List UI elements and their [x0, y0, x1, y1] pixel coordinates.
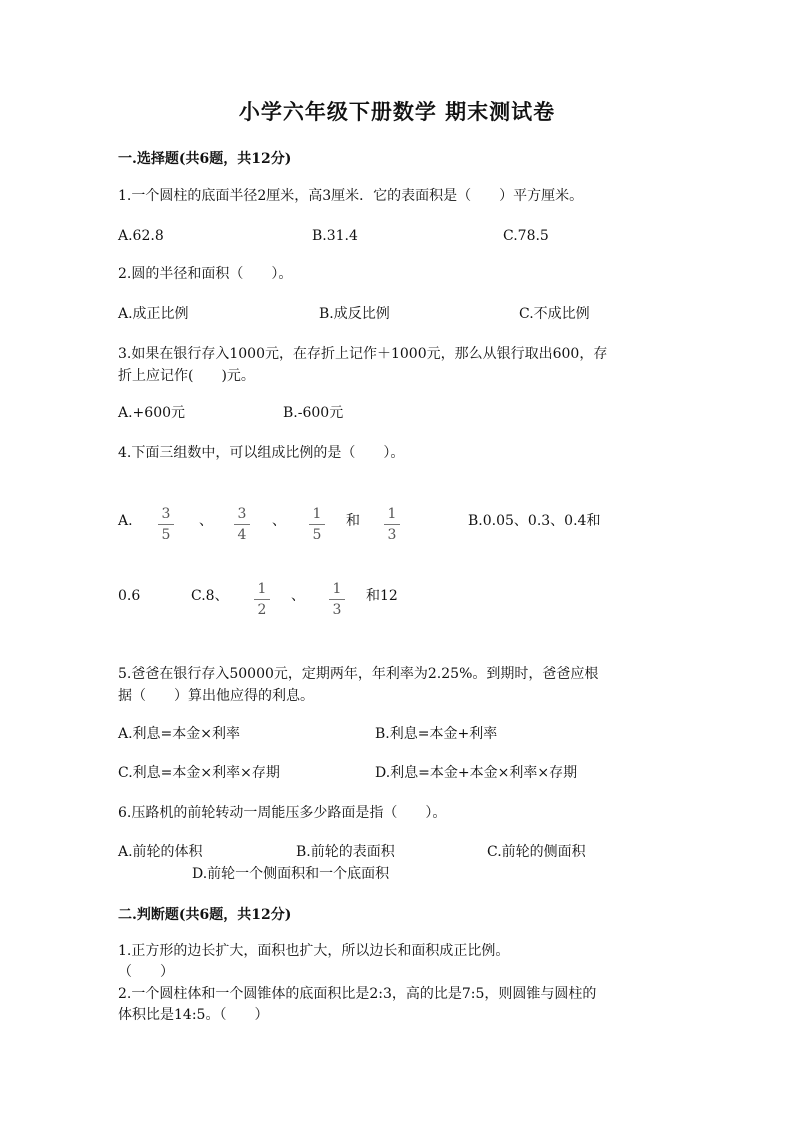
fraction-denominator: 4 — [237, 527, 247, 543]
question-5-option-d: D.利息=本金+本金×利率×存期 — [375, 765, 578, 781]
question-4-option-b-continued: 0.6 — [118, 588, 141, 604]
question-3-option-a: A.+600元 — [118, 405, 186, 421]
and-word: 和 — [346, 513, 360, 529]
fraction-denominator: 5 — [161, 527, 171, 543]
question-4-option-b: B.0.05、0.3、0.4和 — [468, 513, 601, 529]
fraction-c2 — [326, 581, 348, 618]
question-3-option-b: B.-600元 — [283, 405, 344, 421]
judgement-1-line-1: 1.正方形的边长扩大，面积也扩大，所以边长和面积成正比例。 — [118, 943, 510, 959]
judgement-2-line-2: 体积比是14:5。（ ） — [118, 1007, 269, 1023]
fraction-bar — [384, 524, 400, 525]
fraction-a4 — [381, 506, 403, 543]
judgement-2-line-1: 2.一个圆柱体和一个圆锥体的底面积比是2:3，高的比是7:5，则圆锥与圆柱的 — [118, 986, 597, 1002]
judgement-1-line-2: （ ） — [118, 964, 174, 980]
fraction-numerator: 1 — [257, 581, 267, 597]
question-2-text: 2.圆的半径和面积（ ）。 — [118, 266, 293, 282]
fraction-a3 — [306, 506, 328, 543]
question-4-text: 4.下面三组数中，可以组成比例的是（ ）。 — [118, 445, 405, 461]
question-1-option-a: A.62.8 — [118, 228, 164, 244]
fraction-bar — [158, 524, 174, 525]
separator: 、 — [199, 513, 213, 529]
section-heading-judgement: 二.判断题(共6题，共12分) — [118, 907, 292, 923]
question-5-line-1: 5.爸爸在银行存入50000元，定期两年，年利率为2.25%。到期时，爸爸应根 — [118, 666, 599, 682]
fraction-bar — [329, 599, 345, 600]
question-1-option-b: B.31.4 — [312, 228, 358, 244]
fraction-denominator: 2 — [257, 602, 267, 618]
section-heading-choice: 一.选择题(共6题，共12分) — [118, 151, 292, 167]
fraction-bar — [309, 524, 325, 525]
fraction-a1 — [155, 506, 177, 543]
question-5-line-2: 据（ ）算出他应得的利息。 — [118, 688, 314, 704]
fraction-c1 — [251, 581, 273, 618]
question-3-line-2: 折上应记作( )元。 — [118, 368, 255, 384]
fraction-numerator: 1 — [387, 506, 397, 522]
question-4-option-c-label: C.8、 — [191, 588, 229, 604]
question-6-option-c: C.前轮的侧面积 — [487, 844, 586, 860]
question-6-text: 6.压路机的前轮转动一周能压多少路面是指（ ）。 — [118, 805, 447, 821]
question-6-option-d: D.前轮一个侧面积和一个底面积 — [192, 866, 390, 882]
fraction-numerator: 1 — [312, 506, 322, 522]
question-6-option-a: A.前轮的体积 — [118, 844, 203, 860]
question-2-option-b: B.成反比例 — [319, 306, 390, 322]
fraction-numerator: 3 — [237, 506, 247, 522]
separator: 、 — [291, 588, 305, 604]
and-twelve: 和12 — [366, 588, 398, 604]
fraction-numerator: 1 — [332, 581, 342, 597]
question-5-option-b: B.利息=本金+利率 — [375, 726, 498, 742]
question-6-option-b: B.前轮的表面积 — [296, 844, 395, 860]
fraction-denominator: 3 — [387, 527, 397, 543]
question-1-option-c: C.78.5 — [503, 228, 549, 244]
question-1-text: 1.一个圆柱的底面半径2厘米，高3厘米．它的表面积是（ ）平方厘米。 — [118, 188, 584, 204]
question-2-option-a: A.成正比例 — [118, 306, 189, 322]
question-5-option-a: A.利息=本金×利率 — [118, 726, 241, 742]
question-2-option-c: C.不成比例 — [519, 306, 590, 322]
question-3-line-1: 3.如果在银行存入1000元，在存折上记作＋1000元，那么从银行取出600，存 — [118, 346, 608, 362]
fraction-denominator: 5 — [312, 527, 322, 543]
fraction-bar — [234, 524, 250, 525]
fraction-denominator: 3 — [332, 602, 342, 618]
fraction-bar — [254, 599, 270, 600]
fraction-numerator: 3 — [161, 506, 171, 522]
question-5-option-c: C.利息=本金×利率×存期 — [118, 765, 280, 781]
separator: 、 — [272, 513, 286, 529]
fraction-a2 — [231, 506, 253, 543]
page-title: 小学六年级下册数学 期末测试卷 — [238, 99, 556, 124]
question-4-option-a-label: A. — [118, 513, 133, 529]
